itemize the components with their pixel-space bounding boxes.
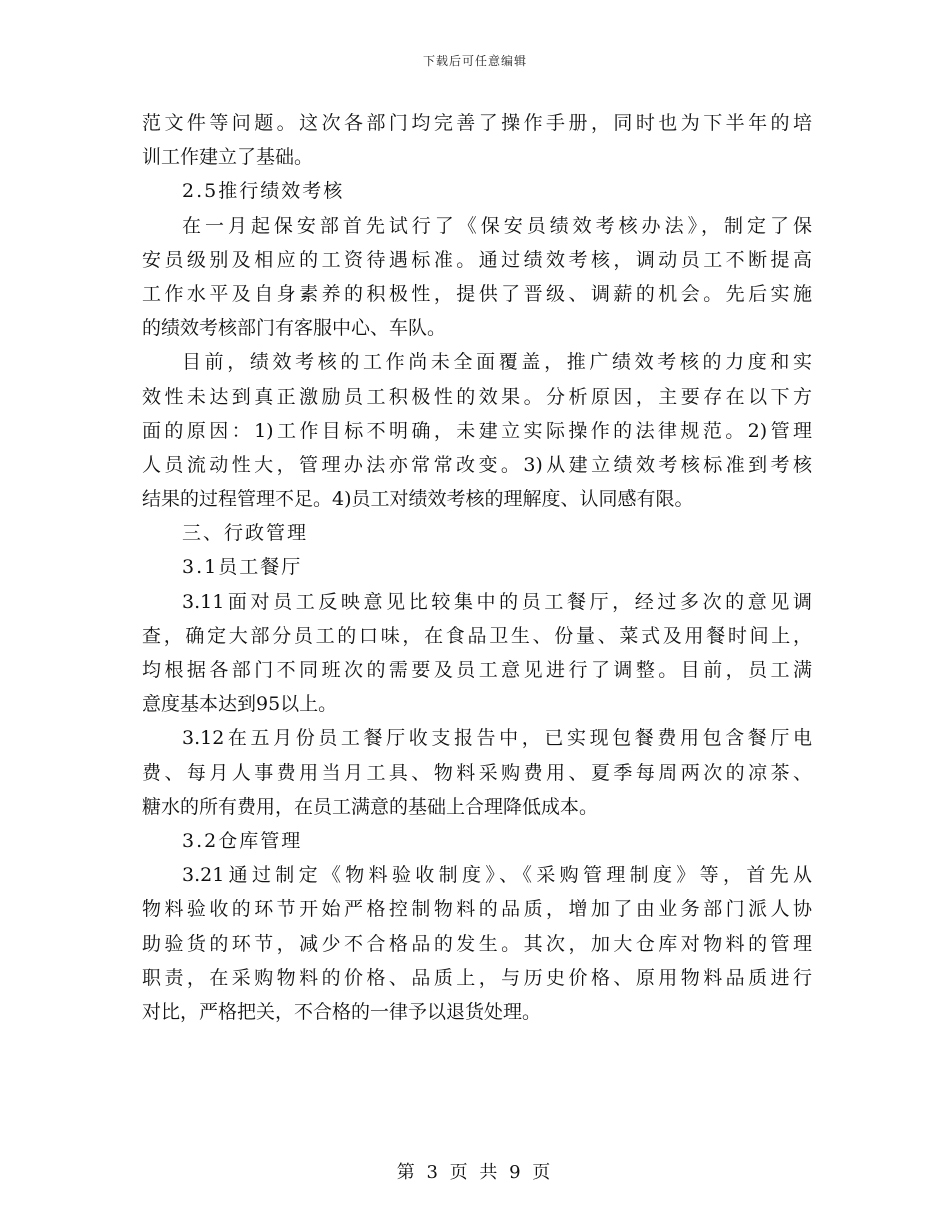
text-line: 物料验收的环节开始严格控制物料的品质，增加了由业务部门派人协	[142, 898, 812, 921]
section-heading: 3.2仓库管理	[182, 829, 303, 852]
text-line: 面的原因：1)工作目标不明确，未建立实际操作的法律规范。2)管理	[142, 419, 812, 442]
text-line: 安员级别及相应的工资待遇标准。通过绩效考核，调动员工不断提高	[142, 248, 812, 271]
text-line: 助验货的环节，减少不合格品的发生。其次，加大仓库对物料的管理	[142, 932, 812, 955]
text-line: 糖水的所有费用，在员工满意的基础上合理降低成本。	[142, 795, 599, 818]
section-heading: 3.1员工餐厅	[182, 556, 303, 579]
text-line: 对比，严格把关，不合格的一律予以退货处理。	[142, 1000, 542, 1023]
section-heading: 2.5推行绩效考核	[182, 180, 345, 203]
text-line: 结果的过程管理不足。4)员工对绩效考核的理解度、认同感有限。	[142, 488, 694, 511]
section-heading: 三、行政管理	[182, 522, 309, 545]
text-line: 训工作建立了基础。	[142, 146, 314, 169]
document-body	[142, 106, 812, 1029]
text-line: 3.11面对员工反映意见比较集中的员工餐厅，经过多次的意见调	[182, 590, 812, 613]
text-line: 3.12在五月份员工餐厅收支报告中，已实现包餐费用包含餐厅电	[182, 727, 812, 750]
text-line: 查，确定大部分员工的口味，在食品卫生、份量、菜式及用餐时间上，	[142, 624, 812, 647]
text-line: 3.21通过制定《物料验收制度》、《采购管理制度》等，首先从	[182, 864, 812, 887]
text-line: 工作水平及自身素养的积极性，提供了晋级、调薪的机会。先后实施	[142, 282, 812, 305]
text-line: 范文件等问题。这次各部门均完善了操作手册，同时也为下半年的培	[142, 112, 812, 134]
page-footer: 第 3 页 共 9 页	[396, 1162, 554, 1183]
text-line: 人员流动性大，管理办法亦常常改变。3)从建立绩效考核标准到考核	[142, 453, 812, 476]
page-header: 下载后可任意编辑	[422, 54, 527, 68]
text-line: 效性未达到真正激励员工积极性的效果。分析原因，主要存在以下方	[142, 385, 812, 408]
text-line: 意度基本达到95以上。	[142, 693, 338, 716]
text-line: 在一月起保安部首先试行了《保安员绩效考核办法》，制定了保	[182, 214, 812, 237]
text-line: 的绩效考核部门有客服中心、车队。	[142, 317, 447, 340]
text-line: 均根据各部门不同班次的需要及员工意见进行了调整。目前，员工满	[142, 659, 812, 681]
text-line: 费、每月人事费用当月工具、物料采购费用、夏季每周两次的凉茶、	[142, 761, 812, 784]
text-line: 目前，绩效考核的工作尚未全面覆盖，推广绩效考核的力度和实	[182, 351, 812, 374]
text-line: 职责，在采购物料的价格、品质上，与历史价格、原用物料品质进行	[142, 966, 812, 989]
